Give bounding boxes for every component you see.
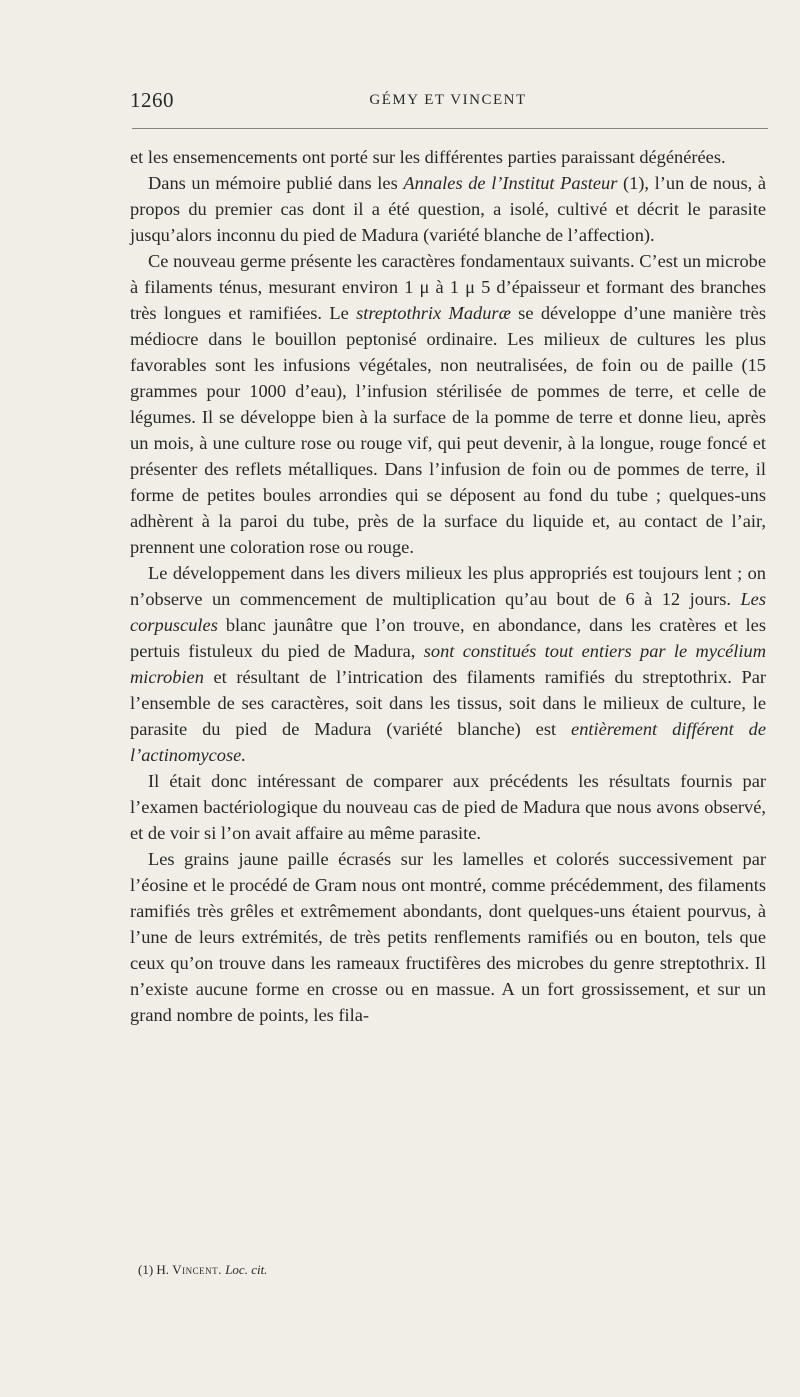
italic-text: Annales de l’Institut Pasteur: [403, 173, 618, 193]
paragraph-text: se développe d’une manière très médiocre dans le bouillon peptonisé ordinaire. Les milieux de cultures les plus favorables sont les infusions végétales, non neutralisées, de foin ou de paille (15 grammes pour 1000 d’eau), l’infusion stérilisée de pommes de terre, et celle de légumes. Il se développe bien à la surface de la pomme de terre et donne lieu, après un mois, à une culture rose ou rouge vif, qui peut devenir, à la longue, rouge foncé et présenter des reflets métalliques. Dans l’infusion de foin ou de pommes de terre, il forme de petites boules arrondies qui se déposent au fond du tube ; quelques-uns adhèrent à la paroi du tube, près de la surface du liquide et, au contact de l’air, prennent une coloration rose ou rouge.: [130, 303, 767, 557]
paragraph: [130, 170, 766, 248]
paragraph-text: blanc jaunâtre que l’on trouve, en abondance, dans les cratères et les pertuis fistuleux du pied de Madura,: [130, 615, 766, 661]
paragraph: [130, 846, 766, 1028]
paragraph-text: Dans un mémoire publié dans les: [148, 173, 404, 193]
italic-text: Les corpuscules: [130, 589, 766, 635]
footnote: [138, 1262, 738, 1278]
running-head: GÉMY ET VINCENT: [369, 92, 527, 108]
paragraph-text: et les ensemencements ont porté sur les différentes parties paraissant dégénérées.: [130, 147, 726, 167]
paragraph: [130, 768, 766, 846]
paragraph-text: Les grains jaune paille écrasés sur les lamelles et colorés successivement par l’éosine et le procédé de Gram nous ont montré, comme précédemment, des filaments ramifiés très grêles et extrêmement abondants, dont quelques-uns étaient pourvus, à l’une de leurs extrémités, de très petits renflements ramifiés ou en bouton, tels que ceux qu’on trouve dans les rameaux fructifères des microbes du genre streptothrix. Il n’existe aucune forme en crosse ou en massue. A un fort grossissement, et sur un grand nombre de points, les fila-: [130, 849, 766, 1025]
page-header: [128, 88, 768, 114]
italic-text: streptothrix Maduræ: [356, 303, 511, 323]
paragraph: [130, 144, 766, 170]
footnote-author: Vincent.: [172, 1262, 222, 1277]
paragraph-text: Il était donc intéressant de comparer aux précédents les résultats fournis par l’examen bactériologique du nouveau cas de pied de Madura que nous avons observé, et de voir si l’on avait affaire au même parasite.: [130, 771, 766, 843]
page-number: 1260: [130, 88, 174, 112]
paragraph-text: et résultant de l’intrication des filaments ramifiés du streptothrix. Par l’ensemble de ses caractères, soit dans les tissus, soit dans le milieux de culture, le parasite du pied de Madura (variété blanche) est: [130, 667, 766, 739]
body-text: [130, 144, 766, 1028]
paragraph-text: Le développement dans les divers milieux les plus appropriés est toujours lent ; on n’observe un commencement de multiplication qu’au bout de 6 à 12 jours.: [130, 563, 766, 609]
footnote-marker: (1) H.: [138, 1262, 170, 1277]
italic-text: sont constitués tout entiers par le mycélium microbien: [130, 641, 767, 687]
footnote-reference: Loc. cit.: [225, 1262, 268, 1277]
paragraph-text: (1), l’un de nous, à propos du premier cas dont il a été question, a isolé, cultivé et décrit le parasite jusqu’alors inconnu du pied de Madura (variété blanche de l’affection).: [130, 173, 766, 245]
paragraph-text: Ce nouveau germe présente les caractères fondamentaux suivants. C’est un microbe à filaments ténus, mesurant environ 1 μ à 1 μ 5 d’épaisseur et formant des branches très longues et ramifiées. Le: [130, 251, 766, 323]
paragraph: [130, 560, 766, 768]
paragraph: [130, 248, 766, 560]
header-rule: [132, 128, 768, 129]
italic-text: entièrement différent de l’actinomycose.: [130, 719, 766, 765]
